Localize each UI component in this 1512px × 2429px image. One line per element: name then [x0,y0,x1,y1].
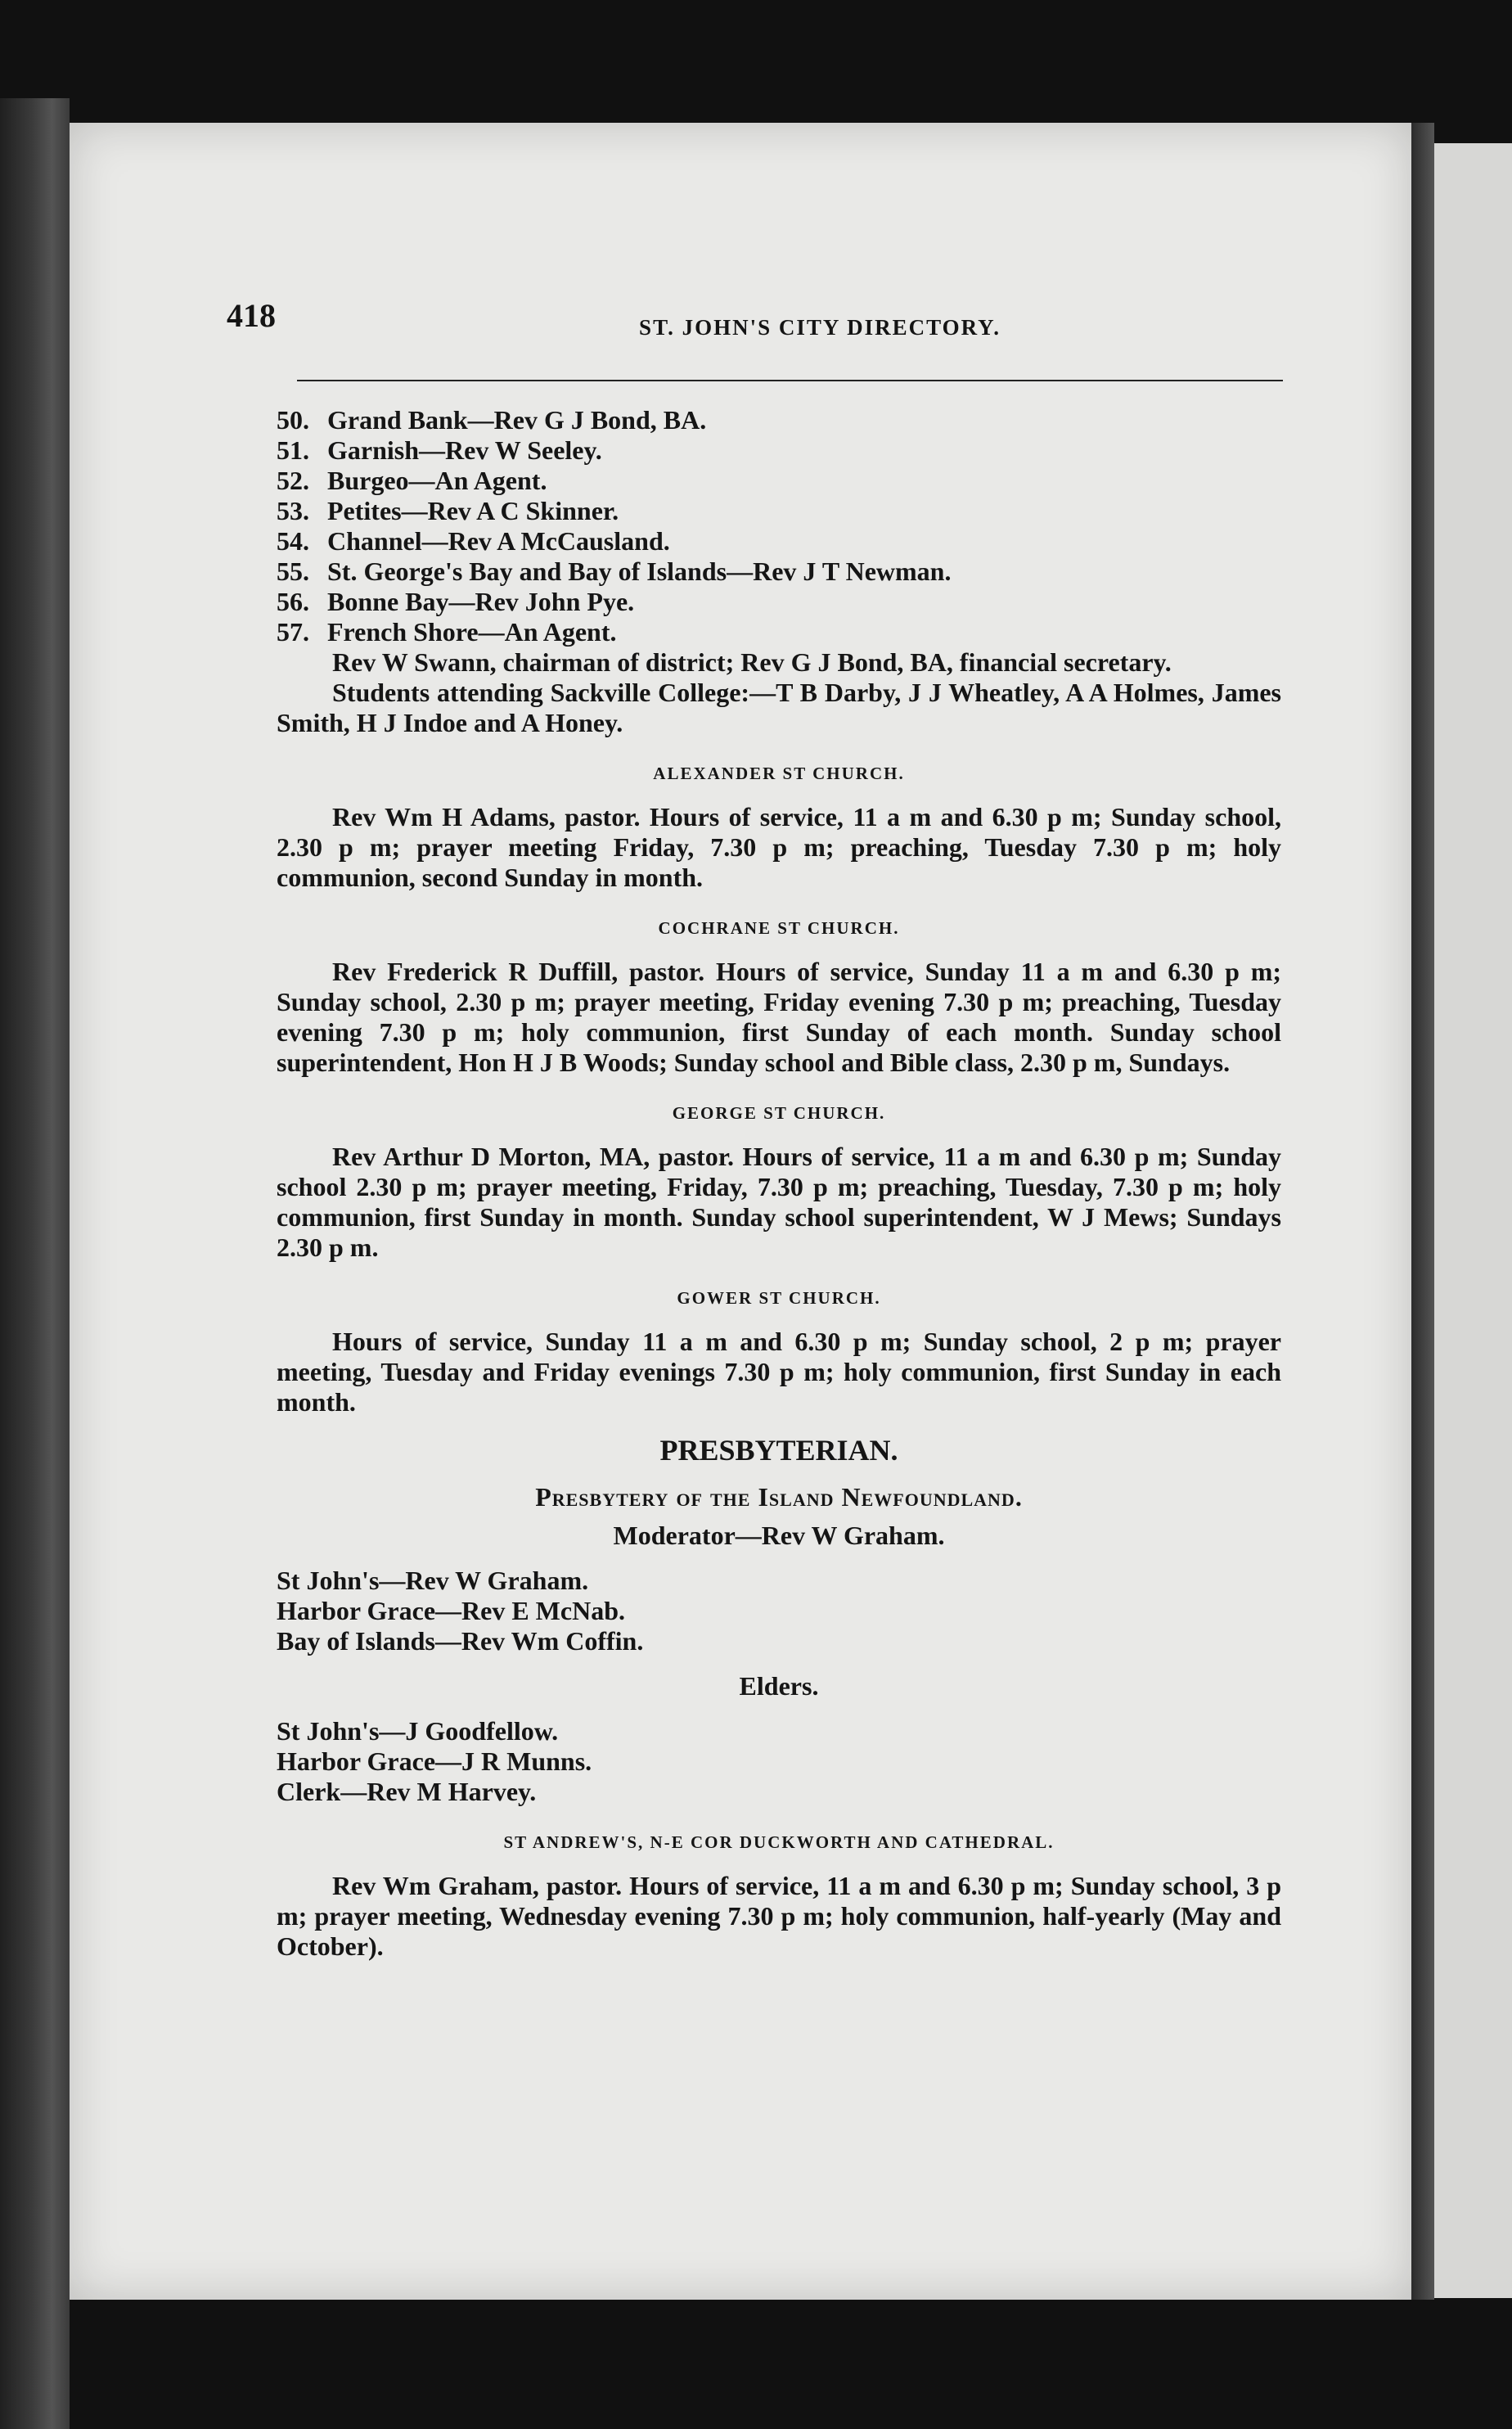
item-text: Garnish—Rev W Seeley. [327,435,602,465]
students-note: Students attending Sackville College:—T B Darby, J J Wheatley, A A Holmes, James Smith, H J Indoe and A Honey. [277,678,1281,737]
page-header [227,296,1282,345]
item-number: 50. [277,405,309,435]
item-number: 52. [277,466,309,495]
item-number: 53. [277,496,309,525]
item-text: French Shore—An Agent. [327,617,617,647]
item-number: 57. [277,617,309,647]
elders-list [277,1716,1281,1807]
section-heading: ST ANDREW'S, N-E COR DUCKWORTH AND CATHEDRAL. [503,1832,1055,1852]
page-gutter [1411,123,1434,2300]
list-item [277,617,1281,647]
item-number: 54. [277,526,309,556]
denomination-heading: PRESBYTERIAN. [659,1434,898,1467]
item-number: 51. [277,435,309,465]
item-text: Petites—Rev A C Skinner. [327,496,619,525]
circuit-list [277,405,1281,647]
page-number: 418 [227,297,276,334]
section-heading: ALEXANDER ST CHURCH. [653,764,905,783]
list-item [277,587,1281,617]
section-heading: COCHRANE ST CHURCH. [658,918,900,938]
church-entry: Hours of service, Sunday 11 a m and 6.30 p m; Sunday school, 2 p m; prayer meeting, Tuesday and Friday evenings 7.30 p m; holy communion, first Sunday in each month. [277,1327,1281,1417]
item-text: Bonne Bay—Rev John Pye. [327,587,635,616]
header-rule [297,380,1283,381]
section-heading: GOWER ST CHURCH. [677,1288,881,1308]
list-item [277,496,1281,526]
district-note: Rev W Swann, chairman of district; Rev G J Bond, BA, financial secretary. [332,647,1172,677]
item-text: Channel—Rev A McCausland. [327,526,670,556]
adjacent-page [1434,143,1512,2298]
list-item [277,466,1281,496]
item-number: 55. [277,557,309,586]
list-item: St John's—Rev W Graham. [277,1566,589,1595]
list-item [277,405,1281,435]
list-item: Bay of Islands—Rev Wm Coffin. [277,1626,644,1656]
list-item [277,526,1281,557]
list-item: St John's—J Goodfellow. [277,1716,559,1746]
church-entry: Rev Frederick R Duffill, pastor. Hours of service, Sunday 11 a m and 6.30 p m; Sunday school, 2.30 p m; prayer meeting, Friday evening 7.30 p m; preaching, Tuesday evening 7.30 p m; holy communion, first Sunday of each month. Sunday school superintendent, Hon H J B Woods; Sunday school and Bible class, 2.30 p m, Sundays. [277,957,1281,1077]
item-text: Grand Bank—Rev G J Bond, BA. [327,405,707,435]
item-text: Burgeo—An Agent. [327,466,547,495]
church-entry: Rev Wm Graham, pastor. Hours of service, 11 a m and 6.30 p m; Sunday school, 3 p m; prayer meeting, Wednesday evening 7.30 p m; holy communion, half-yearly (May and October). [277,1871,1281,1961]
minister-list [277,1566,1281,1656]
section-heading: GEORGE ST CHURCH. [672,1103,886,1123]
running-title: ST. JOHN'S CITY DIRECTORY. [639,315,1001,340]
presbytery-heading: Presbytery of the Island Newfoundland. [535,1482,1023,1512]
list-item: Clerk—Rev M Harvey. [277,1777,537,1806]
list-item [277,435,1281,466]
list-item: Harbor Grace—Rev E McNab. [277,1596,625,1625]
page-body [277,405,1281,1962]
moderator-line: Moderator—Rev W Graham. [613,1521,945,1550]
church-entry: Rev Arthur D Morton, MA, pastor. Hours of service, 11 a m and 6.30 p m; Sunday school 2.30 p m; prayer meeting, Friday, 7.30 p m; preaching, Tuesday, 7.30 p m; holy communion, first Sunday in month. Sunday school superintendent, W J Mews; Sundays 2.30 p m. [277,1142,1281,1262]
elders-heading: Elders. [739,1671,819,1701]
book-spine [0,98,70,2429]
item-text: St. George's Bay and Bay of Islands—Rev J T Newman. [327,557,952,586]
list-item: Harbor Grace—J R Munns. [277,1746,592,1776]
item-number: 56. [277,587,309,616]
church-entry: Rev Wm H Adams, pastor. Hours of service, 11 a m and 6.30 p m; Sunday school, 2.30 p m; prayer meeting Friday, 7.30 p m; preaching, Tuesday 7.30 p m; holy communion, second Sunday in month. [277,802,1281,892]
list-item [277,557,1281,587]
